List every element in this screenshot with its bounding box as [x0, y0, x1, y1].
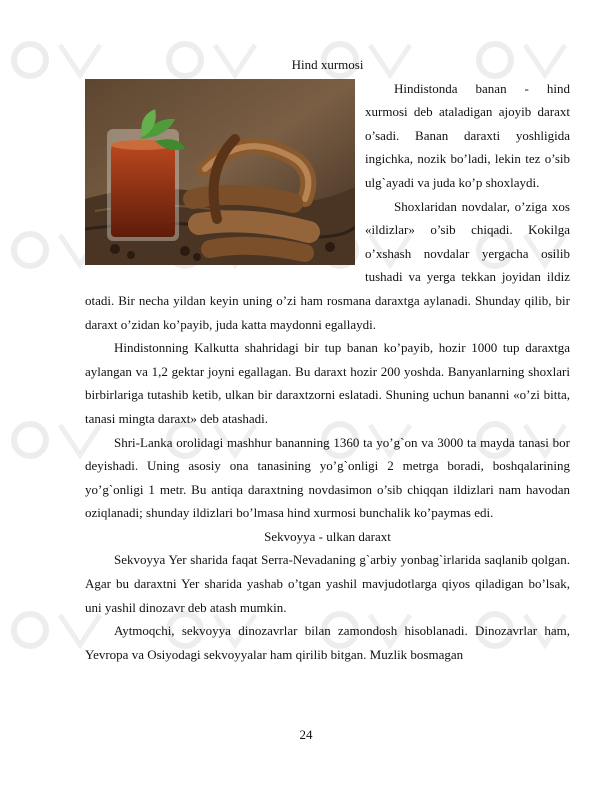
paragraph-3: Hindistonning Kalkutta shahridagi bir tup banan ko’payib, hozir 1000 tup daraxtga aylangan va 1,2 gektar joyni egallagan. Bu daraxt hozir 200 yoshda. Banyanlarning shoxlari birbirlariga tutashib ketib, ulkan bir daraxtzorni eslatadi. Shuning uchun bananni «o’zi bitta, tanasi mingta daraxt» deb atashadi.: [85, 340, 570, 426]
section-title-sekvoyya: Sekvoyya - ulkan daraxt: [264, 528, 391, 544]
page-content: [85, 53, 570, 666]
paragraph-4: Shri-Lanka orolidagi mashhur bananning 1360 ta yo’g`on va 3000 ta mayda tanasi bor deyishadi. Uning asosiy ona tanasining yo’g`onligi 2 metrga boradi, boshqalarining yo’g`onligi 1 metr. Bu antiqa daraxtning novdasimon o’sib chiqqan ildizlari nam havodan oziqlanadi; shunday ildizlari bo’lmasa hind xurmosi bunchalik ko’paymas edi.: [85, 434, 570, 521]
page-number: 24: [299, 727, 313, 742]
paragraph-2: Shoxlaridan novdalar, o’ziga xos «ildizlar» o’sib chiqadi. Kokilga o’xshash novdalar yergacha osilib tushadi va yerga tekkan joyidan ildiz otadi. Bir necha yildan keyin uning o’zi ham rosmana daraxtga aylanadi. Shunday qilib, bir daraxt o’zidan ko’payib, juda katta maydonni egallaydi.: [85, 198, 570, 332]
paragraph-1-text: Hindistonda banan - hind xurmosi deb ataladigan ajoyib daraxt o’sadi. Banan daraxti yoshligida ingichka, nozik bo’ladi, lekin tez o’sib ulg`ayadi va juda ko’p shoxlaydi.: [365, 80, 570, 190]
tamarind-photo: [85, 79, 355, 265]
section-title-hind-xurmosi: Hind xurmosi: [291, 57, 364, 72]
paragraph-5: Sekvoyya Yer sharida faqat Serra-Nevadaning g`arbiy yonbag`irlarida saqlanib qolgan. Agar bu daraxtni Yer sharida yashab o’tgan yashil mavjudotlarga qiyos qiladigan bo’lsak, uni yashil dinozavr deb atash mumkin.: [85, 552, 570, 615]
paragraph-1: [85, 77, 570, 195]
paragraph-6: Aytmoqchi, sekvoyya dinozavrlar bilan zamondosh hisoblanadi. Dinozavrlar ham, Yevropa va Osiyodagi sekvoyyalar ham qirilib bitgan. Muzlik bosmagan: [85, 623, 570, 662]
